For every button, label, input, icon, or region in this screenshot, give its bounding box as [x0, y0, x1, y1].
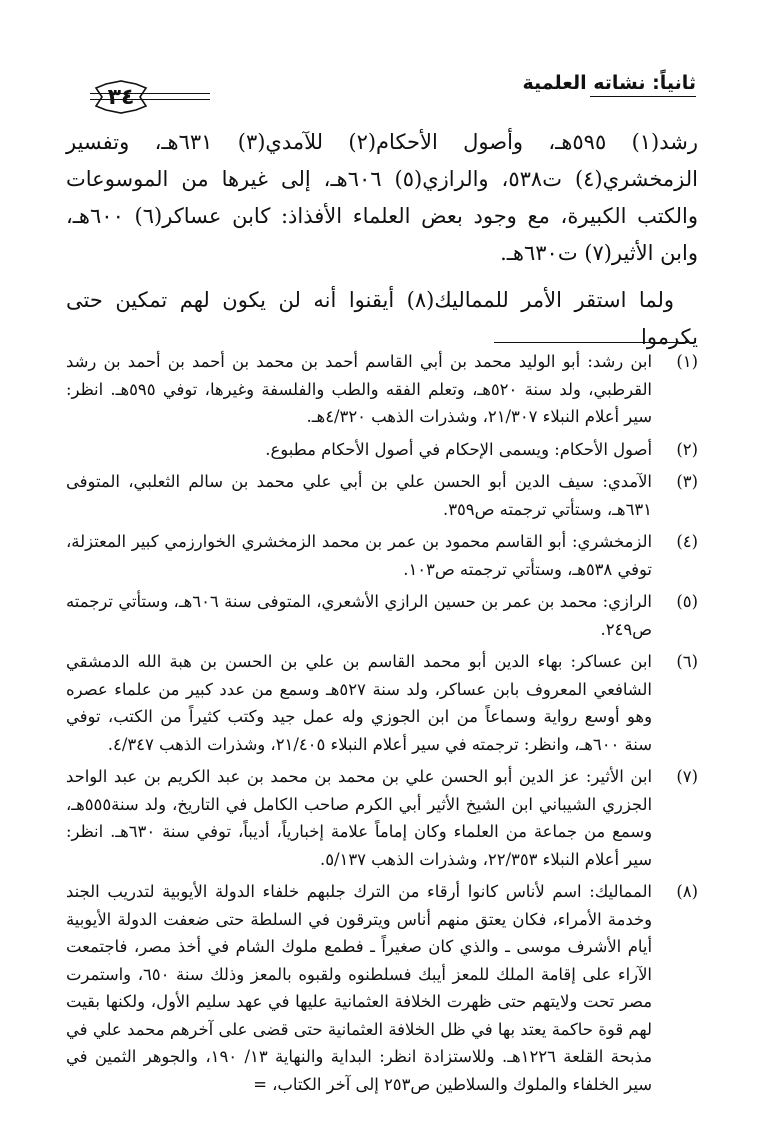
- footnote-text: الزمخشري: أبو القاسم محمود بن عمر بن محمد الزمخشري الخوارزمي كبير المعتزلة، توفي ٥٣٨هـ، وستأتي ترجمته ص١٠٣.: [66, 532, 652, 579]
- footnote-text: الرازي: محمد بن عمر بن حسين الرازي الأشعري، المتوفى سنة ٦٠٦هـ، وستأتي ترجمته ص٢٤٩.: [66, 592, 652, 639]
- body-paragraph-1: رشد(١) ٥٩٥هـ، وأصول الأحكام(٢) للآمدي(٣) ٦٣١هـ، وتفسير الزمخشري(٤) ت٥٣٨، والرازي(٥) ٦٠٦هـ، إلى غيرها من الموسوعات والكتب الكبيرة، مع وجود بعض العلماء الأفذاذ: كابن عساكر(٦) ٦٠٠هـ، وابن الأثير(٧) ت٦٣٠هـ.: [66, 130, 699, 265]
- footnote-text: ابن رشد: أبو الوليد محمد بن أبي القاسم أحمد بن محمد بن أحمد بن أحمد بن رشد القرطبي، ولد سنة ٥٢٠هـ، وتعلم الفقه والطب والفلسفة وغيرها، توفي ٥٩٥هـ. انظر: سير أعلام النبلاء ٢١/٣٠٧، وشذرات الذهب ٤/٣٢٠هـ.: [66, 352, 652, 426]
- page-number-ornament: [94, 80, 148, 114]
- running-header-title: ثانياً: نشاته العلمية: [522, 72, 696, 94]
- main-text: [66, 124, 698, 366]
- footnote-number: (٨): [676, 882, 698, 901]
- footnote-separator: [494, 342, 696, 343]
- footnote-number: (٧): [676, 767, 698, 786]
- footnote-text: ابن الأثير: عز الدين أبو الحسن علي بن محمد بن محمد بن عبد الكريم بن عبد الواحد الجزري الشيباني ابن الشيخ الأثير أبي الكرم صاحب الكامل في التاريخ، ولد سنة٥٥٥هـ، وسمع من جماعة من العلماء وكان إماماً علامة إخبارياً، أديباً، توفي سنة ٦٣٠هـ. انظر: سير أعلام النبلاء ٢٢/٣٥٣، وشذرات الذهب ٥/١٣٧.: [66, 767, 652, 869]
- header-rule: [590, 96, 696, 97]
- footnote-item: [66, 436, 698, 464]
- footnote-item: [66, 528, 698, 583]
- footnote-item: [66, 348, 698, 431]
- footnote-text: أصول الأحكام: ويسمى الإحكام في أصول الأحكام مطبوع.: [265, 439, 652, 459]
- footnote-item: [66, 763, 698, 873]
- footnote-text: الآمدي: سيف الدين أبو الحسن علي بن أبي علي محمد بن سالم الثعلبي، المتوفى ٦٣١هـ، وستأتي ترجمته ص٣٥٩.: [66, 472, 652, 519]
- footnote-text: المماليك: اسم لأناس كانوا أرقاء من الترك جلبهم خلفاء الدولة الأيوبية لتدريب الجند وخدمة الأمراء، فكان يعتق منهم أناس ويترقون في السلطة حتى ضعفت الدولة الأيوبية أيام الأشرف موسى ـ والذي كان صغيراً ـ فطمع ملوك الشام في أخذ مصر، فاجتمعت الآراء على إقامة الملك للمعز أيبك فسلطنوه ولقبوه بالمعز وذلك سنة ٦٥٠، واستمرت مصر تحت ولايتهم حتى ظهرت الخلافة العثمانية عليها في عهد سليم الأول، ولكنها بقيت لهم قوة حاكمة يعتد بها في ظل الخلافة العثمانية حتى قضى على آخرهم محمد علي في مذبحة القلعة ١٢٢٦هـ. وللاستزادة انظر: البداية والنهاية ١٣/ ١٩٠، والجوهر الثمين في سير الخلفاء والملوك والسلاطين ص٢٥٣ إلى آخر الكتاب، =: [66, 882, 653, 1094]
- footnote-number: (٦): [676, 652, 698, 671]
- footnote-item: [66, 468, 698, 523]
- footnote-item: [66, 878, 698, 1098]
- footnote-number: (١): [676, 352, 698, 371]
- body-paragraph-2: ولما استقر الأمر للمماليك(٨) أيقنوا أنه لن يكون لهم تمكين حتى يكرموا: [66, 288, 698, 349]
- footnote-item: [66, 588, 698, 643]
- footnote-number: (٣): [676, 472, 698, 491]
- page-number: ٣٤: [107, 85, 135, 110]
- footnote-number: (٢): [676, 439, 698, 459]
- footnote-number: (٥): [676, 592, 698, 611]
- footnote-item: [66, 648, 698, 758]
- footnote-number: (٤): [676, 532, 698, 551]
- footnotes: [66, 348, 698, 1103]
- footnote-text: ابن عساكر: بهاء الدين أبو محمد القاسم بن علي بن الحسن بن هبة الله الدمشقي الشافعي المعروف بابن عساكر، ولد سنة ٥٢٧هـ وسمع من عدد كبير من علماء عصره وهو أوسع رواية وسماعاً من ابن الجوزي وله عمل جيد وكتب كثيراً من الكتب، توفي سنة ٦٠٠هـ، وانظر: ترجمته في سير أعلام النبلاء ٢١/٤٠٥، وشذرات الذهب ٤/٣٤٧.: [66, 652, 652, 754]
